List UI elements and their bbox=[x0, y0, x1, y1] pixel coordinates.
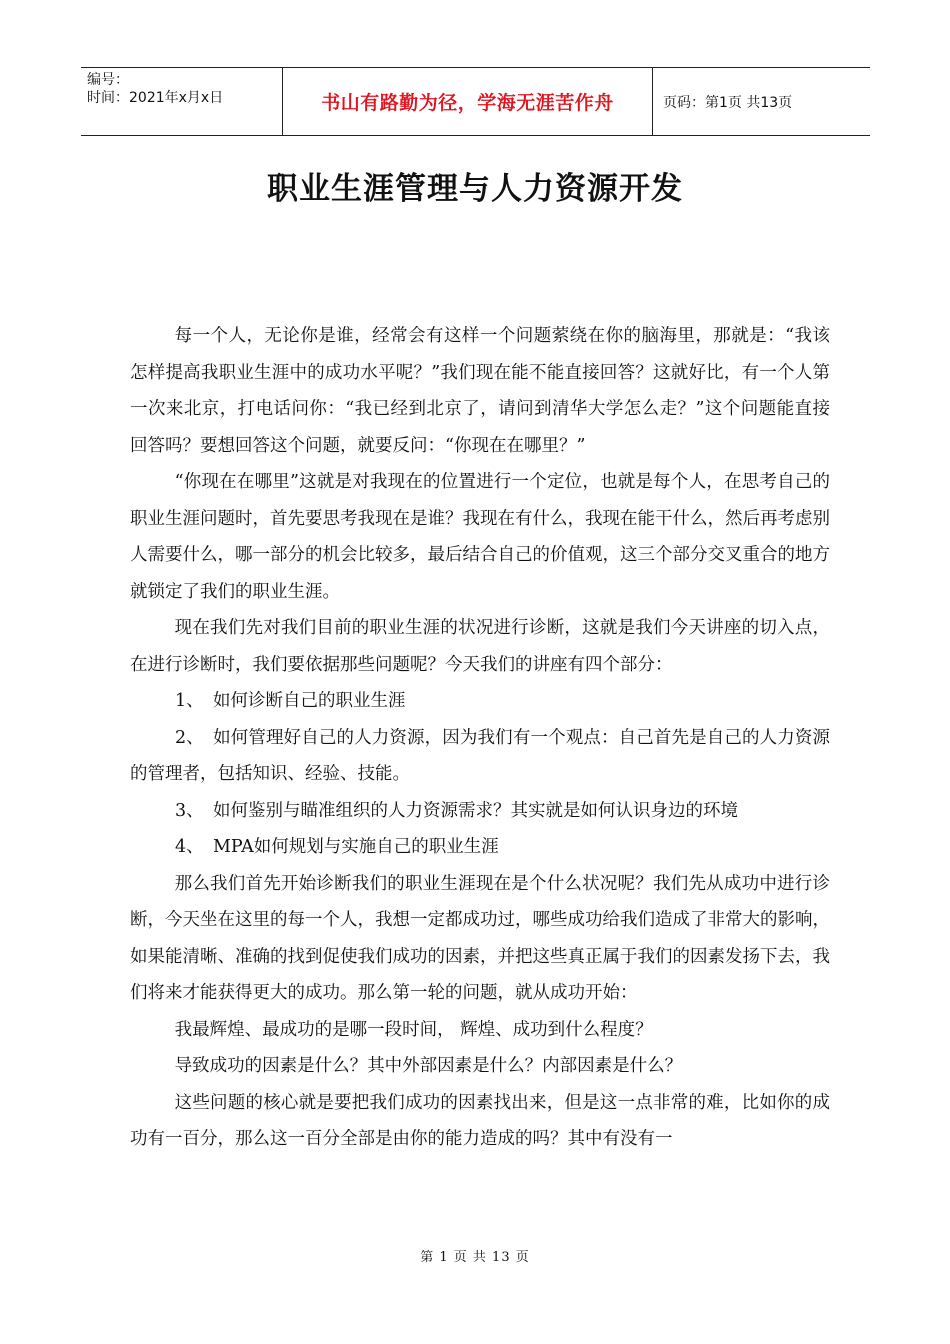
header-table bbox=[81, 67, 870, 136]
header-page-info: 页码：第1页 共13页 bbox=[663, 94, 793, 111]
list-item bbox=[130, 683, 830, 720]
document-title: 职业生涯管理与人力资源开发 bbox=[267, 171, 683, 207]
list-item bbox=[130, 720, 830, 793]
list-item-text: MPA如何规划与实施自己的职业生涯 bbox=[213, 837, 499, 857]
list-item-number: 2、 bbox=[175, 727, 204, 748]
body-paragraph: 导致成功的因素是什么？其中外部因素是什么？内部因素是什么？ bbox=[174, 1056, 683, 1076]
body-paragraph: 那么我们首先开始诊断我们的职业生涯现在是个什么状况呢？我们先从成功中进行诊断，今天坐在这里的每一个人，我想一定都成功过，哪些成功给我们造成了非常大的影响，如果能清晰、准确的找到促使我们成功的因素，并把这些真正属于我们的因素发扬下去，我们将来才能获得更大的成功。那么第一轮的问题，就从成功开始： bbox=[130, 873, 830, 1003]
header-left-cell bbox=[81, 68, 283, 135]
body-paragraph: 每一个人，无论你是谁，经常会有这样一个问题萦绕在你的脑海里，那就是：“我该怎样提高我职业生涯中的成功水平呢？”我们现在能不能直接回答？这就好比，有一个人第一次来北京，打电话问你：“我已经到北京了，请问到清华大学怎么走？”这个问题能直接回答吗？要想回答这个问题，就要反问：“你现在在哪里？” bbox=[130, 326, 830, 456]
list-item-number: 4、 bbox=[175, 837, 204, 857]
list-item-number: 3、 bbox=[175, 800, 204, 821]
list-item bbox=[130, 793, 830, 830]
body-paragraph: 这些问题的核心就是要把我们成功的因素找出来，但是这一点非常的难，比如你的成功有一百分，那么这一百分全部是由你的能力造成的吗？其中有没有一 bbox=[130, 1092, 830, 1149]
document-number-label: 编号： bbox=[87, 72, 129, 88]
body-paragraph: 我最辉煌、最成功的是哪一段时间， 辉煌、成功到什么程度？ bbox=[174, 1019, 653, 1040]
list-item-number: 1、 bbox=[175, 691, 204, 711]
document-body bbox=[130, 318, 830, 1158]
body-paragraph: “你现在在哪里”这就是对我现在的位置进行一个定位，也就是每个人，在思考自己的职业生涯问题时，首先要思考我现在是谁？我现在有什么，我现在能干什么，然后再考虑别人需要什么，哪一部分的机会比较多，最后结合自己的价值观，这三个部分交叉重合的地方就锁定了我们的职业生涯。 bbox=[130, 472, 830, 602]
list-item bbox=[130, 829, 830, 866]
header-page-cell bbox=[653, 68, 870, 135]
header-motto-cell bbox=[283, 68, 653, 135]
header-motto: 书山有路勤为径，学海无涯苦作舟 bbox=[321, 92, 614, 114]
document-time-label: 时间：2021年x月x日 bbox=[87, 90, 224, 106]
body-paragraph: 现在我们先对我们目前的职业生涯的状况进行诊断，这就是我们今天讲座的切入点，在进行诊断时，我们要依据那些问题呢？今天我们的讲座有四个部分： bbox=[130, 618, 830, 675]
list-item-text: 如何诊断自己的职业生涯 bbox=[213, 691, 406, 711]
list-item-text: 如何管理好自己的人力资源，因为我们有一个观点：自己首先是自己的人力资源的管理者，包括知识、经验、技能。 bbox=[130, 727, 830, 784]
list-item-text: 如何鉴别与瞄准组织的人力资源需求？其实就是如何认识身边的环境 bbox=[213, 800, 738, 821]
page-footer: 第 1 页 共 13 页 bbox=[420, 1250, 530, 1265]
